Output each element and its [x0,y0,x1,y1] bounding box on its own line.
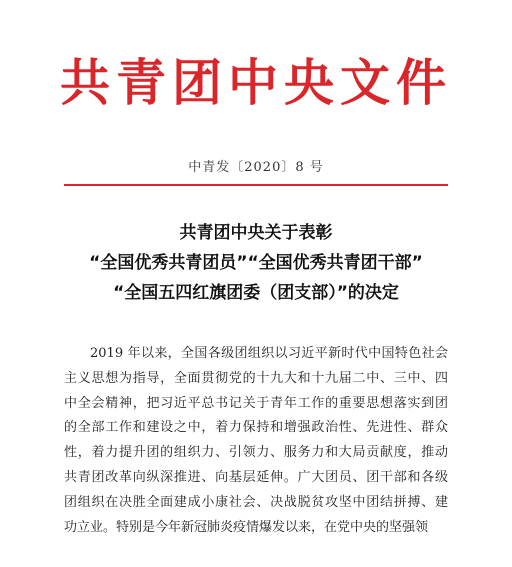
body-text-line: 团组织在决胜全面建成小康社会、决战脱贫攻坚中团结拼搏、建 [64,494,448,510]
issuer-header-title: 共青团中央文件 [60,53,452,112]
body-text-line: 主义思想为指导，全面贯彻党的十九大和十九届二中、三中、四 [64,370,448,386]
body-text-line: 2019 年以来，全国各级团组织以习近平新时代中国特色社会 [90,346,448,361]
document-title [0,218,512,308]
body-text-line: 功立业。特别是今年新冠肺炎疫情爆发以来，在党中央的坚强领 [64,519,429,535]
body-text-line: 中全会精神，把习近平总书记关于青年工作的重要思想落实到团 [64,395,448,411]
header-divider-rule [64,184,448,186]
title-line: “全国优秀共青团员”“全国优秀共青团干部” [89,253,423,273]
title-line: 共青团中央关于表彰 [179,223,333,243]
title-line: “全国五四红旗团委（团支部）”的决定 [113,283,399,303]
body-text-line: 共青团改革向纵深推进、向基层延伸。广大团员、团干部和各级 [64,469,448,485]
document-number: 中青发〔2020〕8 号 [188,160,324,175]
body-text-line: 的全部工作和建设之中，着力保持和增强政治性、先进性、群众 [64,420,448,436]
document-body [64,342,448,540]
body-text-line: 性，着力提升团的组织力、引领力、服务力和大局贡献度，推动 [64,445,448,461]
